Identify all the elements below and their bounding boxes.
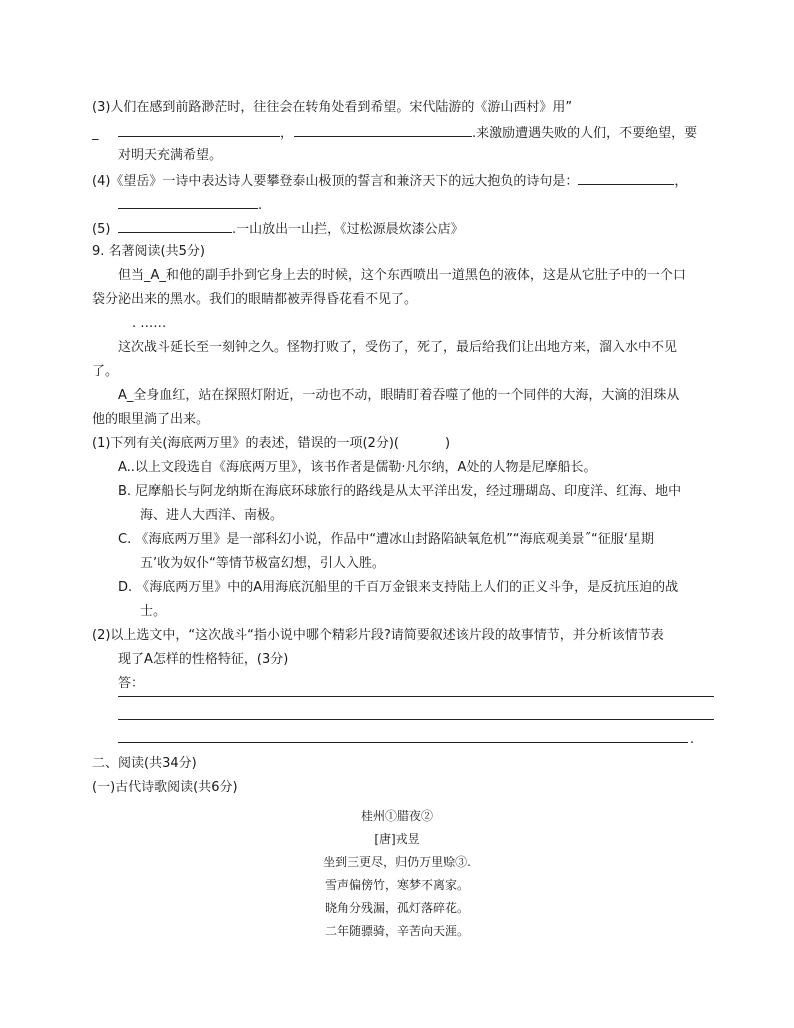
poem-line-2: 雪声偏傍竹，寒梦不离家。 <box>324 878 469 892</box>
poem-author: [唐]戎昱 <box>374 832 420 846</box>
q9-title: 9. 名著阅读(共5分) <box>92 244 205 259</box>
poem-line-4: 二年随骠骑，辛苦向天涯。 <box>324 924 469 938</box>
answer-blank[interactable] <box>578 170 674 185</box>
option-b-line1[interactable]: B. 尼摩船长与阿龙纳斯在海底环球旅行的路线是从太平洋出发，经过珊瑚岛、印度洋、红海、地中 <box>118 484 682 499</box>
poem-line-1: 坐到三更尽，归仍万里赊③. <box>323 855 471 869</box>
q9-passage-2b: 了。 <box>92 364 119 379</box>
answer-line-2[interactable] <box>118 719 714 720</box>
q9-passage-3a: A_全身血红，站在探照灯附近，一动也不动，眼睛盯着吞噬了他的一个同伴的大海，大滴的泪珠从 <box>118 388 680 403</box>
answer-label: 答： <box>118 676 145 691</box>
answer-line-3[interactable] <box>118 742 688 743</box>
q9-sub1-question: (1)下列有关(海底两万里》的表述，错误的一项(2分)( ) <box>92 436 451 451</box>
option-d-line1[interactable]: D. 《海底两万里》中的A用海底沉船里的千百万金银来支持陆上人们的正义斗争，是反抗压迫的战 <box>118 580 679 595</box>
q8-item3-line3: 对明天充满希望。 <box>118 148 223 163</box>
option-a[interactable]: A..以上文段选自《海底两万里》，该书作者是儒勒·凡尔纳，A处的人物是尼摩船长。 <box>118 460 597 475</box>
option-d-line2: 士。 <box>140 604 167 619</box>
section-2-subtitle: (一)古代诗歌阅读(共6分) <box>92 780 238 795</box>
answer-blank[interactable] <box>118 122 280 137</box>
q8-item3-line2: _ ， .来激励遭遇失败的人们，不要绝望，要 <box>92 122 697 144</box>
q8-item3-line1: (3)人们在感到前路渺茫时，往往会在转角处看到希望。宋代陆游的《游山西村》用” <box>92 100 573 115</box>
q9-passage-1b: 袋分泌出来的黑水。我们的眼睛都被弄得昏花看不见了。 <box>92 292 418 307</box>
q9-passage-2a: 这次战斗延长至一刻钟之久。怪物打败了，受伤了，死了，最后给我们让出地方来，溜入水中不见 <box>118 340 678 355</box>
q8-item5: (5) .一山放出一山拦，《过松源晨炊漆公店》 <box>92 218 464 240</box>
q9-sub2-question-2: 现了A怎样的性格特征，(3分) <box>118 652 289 667</box>
q8-item4-line1: (4)《望岳》一诗中表达诗人要攀登泰山极顶的誓言和兼济天下的远大抱负的诗句是： ， <box>92 170 687 192</box>
q9-passage-1a: 但当_A_和他的副手扑到它身上去的时候，这个东西喷出一道黑色的液体，这是从它肚子中的一个口 <box>118 268 686 283</box>
option-c-line2: 五’收为奴仆“等情节极富幻想，引人入胜。 <box>140 556 385 571</box>
section-2-title: 二、阅读(共34分) <box>92 756 197 771</box>
q9-ellipsis: . …… <box>132 316 167 331</box>
q9-sub2-question-1: (2)以上选文中，“这次战斗“指小说中哪个精彩片段?请简要叙述该片段的故事情节，并分析该情节表 <box>92 628 664 643</box>
answer-blank[interactable] <box>118 218 232 233</box>
poem-line-3: 晓角分残漏，孤灯落碎花。 <box>324 901 469 915</box>
answer-line-1[interactable] <box>118 696 714 697</box>
poem-title: 桂州①腊夜② <box>360 809 433 823</box>
answer-blank[interactable] <box>118 194 258 209</box>
q8-item4-line2: . <box>118 194 262 216</box>
option-b-line2: 海、进人大西洋、南极。 <box>140 508 284 523</box>
answer-end-period: . <box>690 732 695 747</box>
option-c-line1[interactable]: C. 《海底两万里》是一部科幻小说，作品中“遭冰山封路陷缺氧危机”“海底观美景˝“征服‘星期 <box>118 532 654 547</box>
answer-blank[interactable] <box>294 122 472 137</box>
q9-passage-3b: 他的眼里淌了出来。 <box>92 412 210 427</box>
